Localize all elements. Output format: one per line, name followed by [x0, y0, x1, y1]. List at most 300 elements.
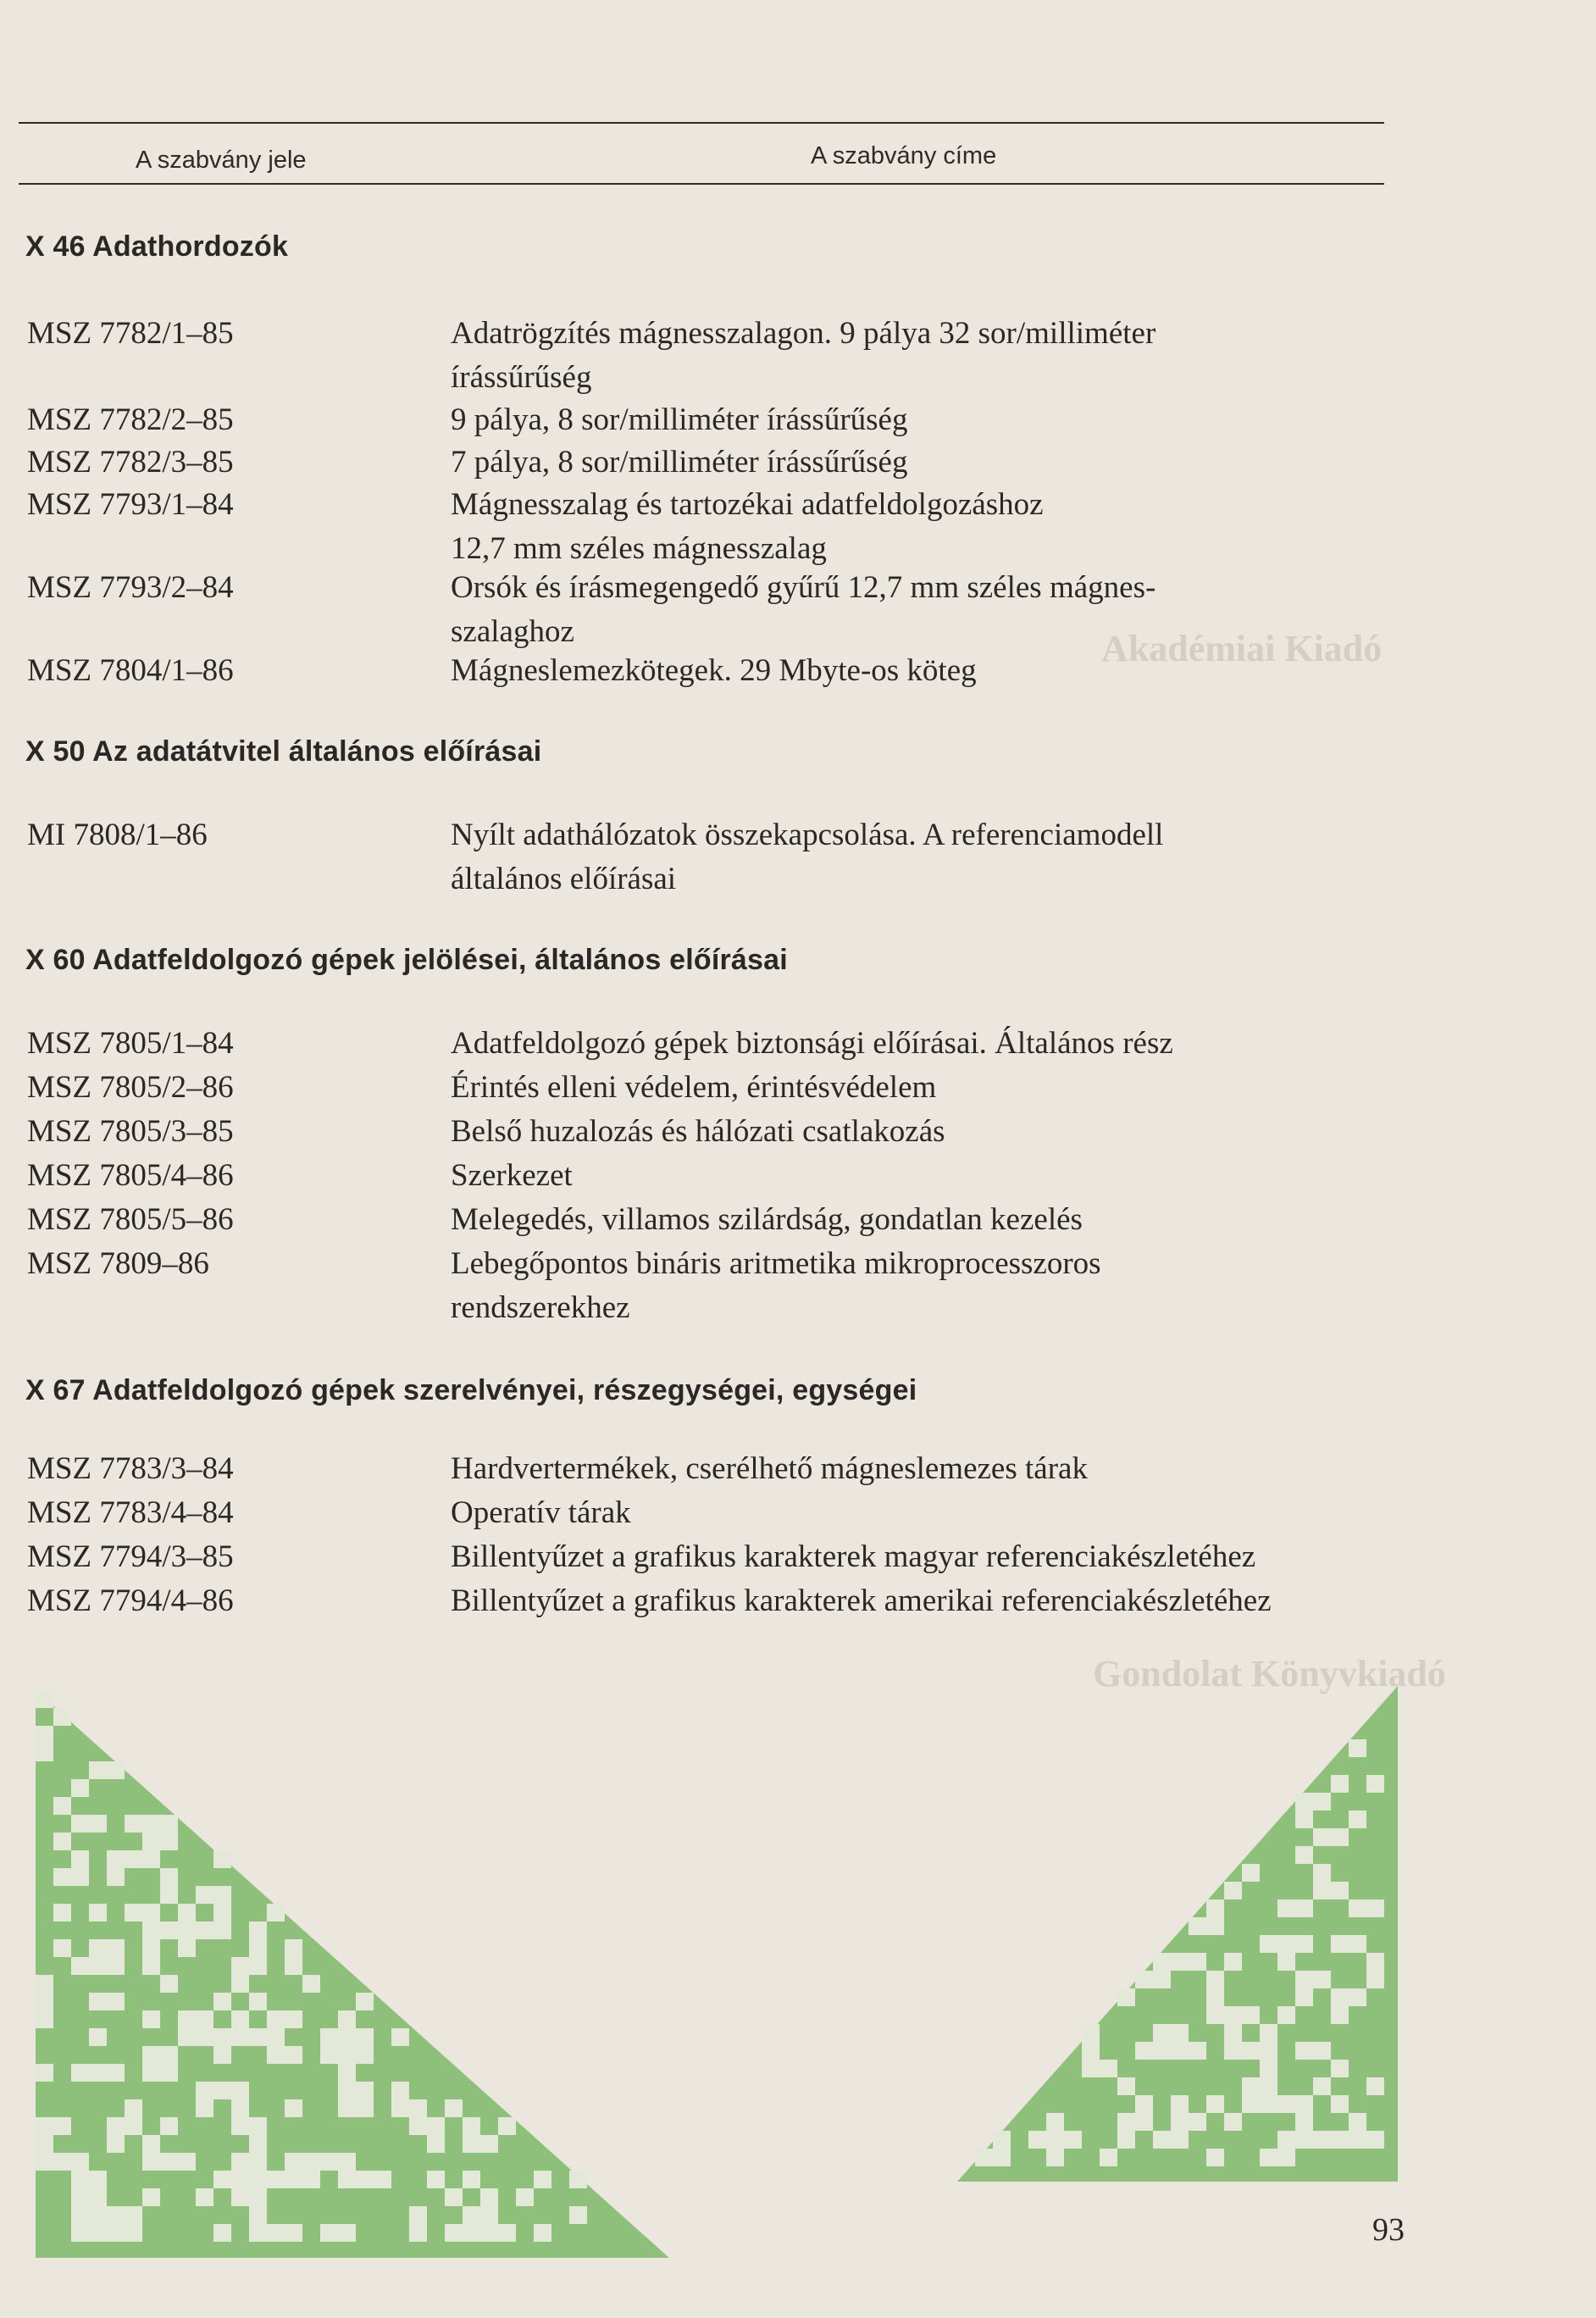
pattern-cell — [36, 1975, 53, 1993]
pattern-cell — [1295, 1935, 1313, 1953]
pattern-cell — [1260, 2077, 1277, 2095]
pattern-cell — [1277, 2095, 1295, 2113]
standard-code: MSZ 7782/3–85 — [27, 445, 234, 480]
pattern-cell — [71, 2206, 89, 2224]
pattern-cell — [142, 2064, 160, 2082]
pattern-cell — [178, 1922, 196, 1939]
pattern-cell — [1277, 1899, 1295, 1917]
pattern-cell — [89, 1815, 107, 1833]
pattern-cell — [445, 2188, 463, 2206]
pattern-cell — [53, 2117, 71, 2135]
pattern-cell — [213, 1886, 231, 1904]
pattern-cell — [409, 2117, 427, 2135]
standard-code: MSZ 7805/4–86 — [27, 1158, 234, 1193]
standard-code: MSZ 7793/1–84 — [27, 487, 234, 522]
pattern-cell — [1331, 1988, 1349, 2006]
pattern-cell — [1313, 1793, 1331, 1811]
standard-title — [451, 649, 1391, 693]
pattern-cell — [267, 1904, 285, 1922]
pattern-cell — [338, 2082, 356, 2099]
standard-code: MSZ 7793/2–84 — [27, 570, 234, 605]
pattern-cell — [142, 2046, 160, 2064]
left-pixel-triangle — [36, 1690, 669, 2258]
bleed-through-text: Akadémiai Kiadó — [1101, 628, 1383, 669]
pattern-cell — [1153, 1971, 1171, 1988]
pattern-cell — [249, 1922, 267, 1939]
pattern-cell — [356, 2171, 374, 2188]
pattern-cell — [178, 2010, 196, 2028]
pattern-cell — [125, 2099, 142, 2117]
pattern-cell — [356, 1993, 374, 2010]
pattern-cell — [89, 1904, 107, 1922]
pattern-cell — [267, 2028, 285, 2046]
pattern-cell — [89, 2171, 107, 2188]
pattern-cell — [1206, 1988, 1224, 2006]
standard-code: MSZ 7805/1–84 — [27, 1026, 234, 1061]
standard-title — [451, 441, 1391, 485]
pattern-cell — [302, 2171, 320, 2188]
pattern-cell — [1331, 1882, 1349, 1899]
pattern-cell — [569, 2171, 587, 2188]
section-title-x67: X 67 Adatfeldolgozó gépek szerelvényei, részegységei, egységei — [25, 1374, 917, 1406]
pattern-cell — [1349, 1935, 1366, 1953]
pattern-cell — [196, 2188, 213, 2206]
pattern-cell — [89, 1957, 107, 1975]
pattern-cell — [107, 2224, 125, 2242]
pattern-cell — [107, 2206, 125, 2224]
standard-code: MSZ 7805/2–86 — [27, 1070, 234, 1105]
pattern-cell — [1242, 1864, 1260, 1882]
pattern-cell — [285, 2099, 302, 2117]
section-title-x60: X 60 Adatfeldolgozó gépek jelölései, általános előírásai — [25, 944, 788, 976]
pattern-cell — [480, 2224, 498, 2242]
pattern-cell — [178, 2028, 196, 2046]
pattern-cell — [1117, 2131, 1135, 2149]
pattern-cell — [1153, 2024, 1171, 2042]
pattern-cell — [36, 2153, 53, 2171]
pattern-cell — [1117, 1988, 1135, 2006]
pattern-cell — [1313, 1828, 1331, 1846]
pattern-cell — [427, 2171, 445, 2188]
pattern-cell — [249, 2224, 267, 2242]
pattern-cell — [160, 2064, 178, 2082]
pattern-cell — [53, 1797, 71, 1815]
standard-title — [451, 813, 1391, 901]
pattern-cell — [267, 2171, 285, 2188]
pattern-cell — [391, 2028, 409, 2046]
standard-code: MSZ 7809–86 — [27, 1246, 209, 1281]
title-line: Lebegőpontos bináris aritmetika mikroprocesszoros — [451, 1246, 1101, 1281]
pattern-cell — [1260, 2060, 1277, 2077]
pattern-cell — [71, 1868, 89, 1886]
standard-title — [451, 1491, 1391, 1535]
pattern-cell — [391, 2082, 409, 2099]
pattern-cell — [427, 2135, 445, 2153]
pattern-cell — [142, 2153, 160, 2171]
column-header-title: A szabvány címe — [811, 142, 997, 169]
pattern-cell — [480, 2206, 498, 2224]
pattern-cell — [302, 2153, 320, 2171]
pattern-cell — [1171, 2024, 1189, 2042]
pattern-cell — [53, 2153, 71, 2171]
pattern-cell — [249, 2028, 267, 2046]
pattern-cell — [142, 1815, 160, 1833]
standard-title — [451, 1110, 1391, 1154]
pattern-cell — [463, 2206, 480, 2224]
standard-code: MSZ 7782/2–85 — [27, 402, 234, 437]
pattern-cell — [1189, 2042, 1206, 2060]
pattern-cell — [1295, 1988, 1313, 2006]
pattern-cell — [1331, 2131, 1349, 2149]
pattern-cell — [1295, 1846, 1313, 1864]
pattern-cell — [1135, 2113, 1153, 2131]
pattern-cell — [1100, 2149, 1117, 2166]
pattern-cell — [356, 2082, 374, 2099]
pattern-cell — [1331, 2060, 1349, 2077]
pattern-cell — [1028, 2131, 1046, 2149]
standard-title — [451, 566, 1391, 654]
standard-code: MSZ 7782/1–85 — [27, 316, 234, 351]
pattern-cell — [1082, 2060, 1100, 2077]
pattern-cell — [89, 1939, 107, 1957]
title-line: Szerkezet — [451, 1158, 573, 1193]
pattern-cell — [1135, 1971, 1153, 1988]
pattern-cell — [213, 1993, 231, 2010]
pattern-cell — [249, 2188, 267, 2206]
title-line: Adatfeldolgozó gépek biztonsági előírásai. Általános rész — [451, 1026, 1173, 1061]
pattern-cell — [53, 1708, 71, 1726]
pattern-cell — [463, 2171, 480, 2188]
pattern-cell — [53, 1833, 71, 1850]
pattern-cell — [213, 1850, 231, 1868]
pattern-cell — [142, 1957, 160, 1975]
pattern-cell — [89, 2224, 107, 2242]
title-line: Mágnesszalag és tartozékai adatfeldolgozáshoz — [451, 487, 1044, 522]
pattern-cell — [1366, 1775, 1384, 1793]
pattern-cell — [1331, 1935, 1349, 1953]
title-line: Billentyűzet a grafikus karakterek magyar referenciakészletéhez — [451, 1539, 1256, 1574]
pattern-cell — [409, 2224, 427, 2242]
pattern-cell — [975, 2149, 993, 2166]
pattern-cell — [1242, 2077, 1260, 2095]
pattern-cell — [1189, 2113, 1206, 2131]
pattern-cell — [1349, 2113, 1366, 2131]
title-line: 12,7 mm széles mágnesszalag — [451, 531, 827, 566]
pattern-cell — [196, 2010, 213, 2028]
pattern-cell — [249, 2171, 267, 2188]
pattern-cell — [1349, 1739, 1366, 1757]
pattern-cell — [1313, 2131, 1331, 2149]
standard-title — [451, 1066, 1391, 1110]
pattern-cell — [1295, 1811, 1313, 1828]
pattern-cell — [249, 2117, 267, 2135]
title-line: Hardvertermékek, cserélhető mágneslemezes tárak — [451, 1451, 1088, 1486]
pattern-cell — [569, 2206, 587, 2224]
pattern-cell — [196, 1886, 213, 1904]
pattern-cell — [463, 2117, 480, 2135]
pattern-cell — [1171, 2113, 1189, 2131]
pattern-cell — [1189, 1953, 1206, 1971]
standard-code: MSZ 7783/3–84 — [27, 1451, 234, 1486]
pattern-cell — [374, 2171, 391, 2188]
standard-code: MSZ 7783/4–84 — [27, 1495, 234, 1530]
pattern-cell — [125, 1904, 142, 1922]
pattern-cell — [1349, 2131, 1366, 2149]
pattern-cell — [1277, 2006, 1295, 2024]
pattern-cell — [89, 2188, 107, 2206]
pattern-cell — [36, 2117, 53, 2135]
pattern-cell — [1277, 2149, 1295, 2166]
pattern-cell — [1295, 2095, 1313, 2113]
pattern-cell — [160, 1833, 178, 1850]
pattern-cell — [1046, 2149, 1064, 2166]
pattern-cell — [142, 1904, 160, 1922]
pattern-cell — [1313, 1971, 1331, 1988]
pattern-cell — [1277, 1935, 1295, 1953]
pattern-cell — [231, 2099, 249, 2117]
pattern-cell — [107, 1868, 125, 1886]
pattern-cell — [1171, 2042, 1189, 2060]
pattern-cell — [1206, 1917, 1224, 1935]
pattern-cell — [463, 2224, 480, 2242]
pattern-cell — [320, 2224, 338, 2242]
pattern-cell — [178, 2153, 196, 2171]
pattern-cell — [231, 2188, 249, 2206]
standard-title — [451, 1154, 1391, 1198]
pattern-cell — [1206, 2095, 1224, 2113]
pattern-cell — [231, 2171, 249, 2188]
pattern-cell — [338, 2046, 356, 2064]
pattern-cell — [213, 1904, 231, 1922]
title-line: Operatív tárak — [451, 1495, 631, 1530]
pattern-cell — [1153, 2042, 1171, 2060]
pattern-cell — [338, 2064, 356, 2082]
pattern-cell — [338, 2153, 356, 2171]
pattern-cell — [285, 2046, 302, 2064]
pattern-cell — [338, 2028, 356, 2046]
pattern-cell — [1153, 2131, 1171, 2149]
right-pixel-triangle — [957, 1686, 1398, 2182]
pattern-cell — [498, 2224, 516, 2242]
standard-code: MSZ 7805/3–85 — [27, 1114, 234, 1149]
pattern-cell — [231, 1975, 249, 1993]
pattern-cell — [178, 1939, 196, 1957]
pattern-cell — [125, 1850, 142, 1868]
pattern-cell — [1313, 1864, 1331, 1882]
title-line: szalaghoz — [451, 614, 574, 649]
pattern-cell — [213, 2082, 231, 2099]
pattern-cell — [71, 2188, 89, 2206]
pattern-cell — [1295, 1899, 1313, 1917]
pattern-cell — [1295, 2042, 1313, 2060]
pattern-cell — [1242, 2042, 1260, 2060]
pattern-cell — [160, 2153, 178, 2171]
pattern-cell — [1242, 2006, 1260, 2024]
standard-title — [451, 1535, 1391, 1579]
pattern-cell — [1331, 2006, 1349, 2024]
pattern-cell — [71, 1779, 89, 1797]
pattern-cell — [1313, 2077, 1331, 2095]
pattern-cell — [445, 2099, 463, 2117]
pattern-cell — [356, 2028, 374, 2046]
pattern-cell — [249, 1957, 267, 1975]
standard-code: MSZ 7804/1–86 — [27, 653, 234, 688]
pattern-cell — [1260, 2095, 1277, 2113]
pattern-cell — [1260, 2042, 1277, 2060]
pattern-cell — [213, 2171, 231, 2188]
pattern-cell — [178, 1904, 196, 1922]
pattern-cell — [338, 2099, 356, 2117]
pattern-cell — [1046, 2131, 1064, 2149]
pattern-cell — [125, 2206, 142, 2224]
pattern-cell — [160, 1922, 178, 1939]
pattern-cell — [249, 2153, 267, 2171]
pattern-cell — [249, 2135, 267, 2153]
title-line: Orsók és írásmegengedő gyűrű 12,7 mm széles mágnes- — [451, 570, 1156, 605]
pattern-cell — [125, 2117, 142, 2135]
standard-title — [451, 483, 1391, 571]
pattern-cell — [249, 1993, 267, 2010]
pattern-cell — [160, 1815, 178, 1833]
standard-title — [451, 1198, 1391, 1242]
pattern-cell — [107, 2117, 125, 2135]
pattern-cell — [1082, 2042, 1100, 2060]
pattern-cell — [1295, 1793, 1313, 1811]
pattern-cell — [213, 1922, 231, 1939]
pattern-cell — [142, 2010, 160, 2028]
pattern-cell — [1366, 2131, 1384, 2149]
pattern-cell — [142, 1922, 160, 1939]
title-line: 9 pálya, 8 sor/milliméter írássűrűség — [451, 402, 908, 437]
bleed-through-text: Gondolat Könyvkiadó — [1093, 1653, 1446, 1694]
pattern-cell — [107, 1993, 125, 2010]
pattern-cell — [285, 2224, 302, 2242]
pattern-cell — [338, 2010, 356, 2028]
pattern-cell — [1046, 2113, 1064, 2131]
pattern-cell — [267, 2010, 285, 2028]
pattern-cell — [1260, 2149, 1277, 2166]
header-bottom-rule — [19, 183, 1384, 185]
pattern-cell — [1153, 1953, 1171, 1971]
pattern-cell — [1135, 2095, 1153, 2113]
page-number: 93 — [1372, 2212, 1405, 2248]
pattern-cell — [53, 1939, 71, 1957]
pattern-cell — [302, 1975, 320, 1993]
pattern-cell — [231, 2028, 249, 2046]
pattern-cell — [142, 1939, 160, 1957]
pattern-cell — [1260, 2024, 1277, 2042]
title-line: 7 pálya, 8 sor/milliméter írássűrűség — [451, 445, 908, 480]
standard-title — [451, 1242, 1391, 1330]
pattern-cell — [107, 1850, 125, 1868]
pattern-cell — [993, 2149, 1011, 2166]
pattern-cell — [231, 2117, 249, 2135]
pattern-cell — [71, 2224, 89, 2242]
pattern-cell — [36, 2010, 53, 2028]
pattern-cell — [463, 2135, 480, 2153]
standard-code: MI 7808/1–86 — [27, 818, 208, 852]
pattern-cell — [285, 1939, 302, 1957]
standard-code: MSZ 7794/4–86 — [27, 1583, 234, 1618]
pattern-cell — [231, 2153, 249, 2171]
pattern-cell — [1206, 1971, 1224, 1988]
pattern-cell — [356, 2099, 374, 2117]
pattern-cell — [231, 2010, 249, 2028]
pattern-cell — [53, 1904, 71, 1922]
pattern-cell — [125, 2224, 142, 2242]
pattern-cell — [1313, 2042, 1331, 2060]
pattern-cell — [1366, 1971, 1384, 1988]
pattern-cell — [1224, 2113, 1242, 2131]
pattern-cell — [89, 1993, 107, 2010]
pattern-cell — [1135, 2042, 1153, 2060]
pattern-cell — [320, 2046, 338, 2064]
pattern-cell — [1206, 2006, 1224, 2024]
pattern-cell — [89, 2064, 107, 2082]
pattern-cell — [107, 1761, 125, 1779]
pattern-cell — [1082, 2024, 1100, 2042]
pattern-cell — [125, 1815, 142, 1833]
pattern-cell — [1224, 2024, 1242, 2042]
pattern-cell — [196, 2082, 213, 2099]
column-header-code: A szabvány jele — [136, 147, 307, 174]
pattern-cell — [1224, 2042, 1242, 2060]
pattern-cell — [1331, 1775, 1349, 1793]
pattern-cell — [1349, 1899, 1366, 1917]
pattern-cell — [142, 1850, 160, 1868]
pattern-cell — [142, 1833, 160, 1850]
pattern-cell — [196, 2099, 213, 2117]
pattern-cell — [213, 2046, 231, 2064]
pattern-cell — [534, 2171, 551, 2188]
pattern-cell — [267, 2046, 285, 2064]
pattern-cell — [445, 2224, 463, 2242]
pattern-cell — [480, 2135, 498, 2153]
pattern-cell — [356, 2046, 374, 2064]
pattern-cell — [427, 2117, 445, 2135]
pattern-cell — [1224, 1953, 1242, 1971]
pattern-cell — [267, 2224, 285, 2242]
pattern-cell — [107, 1939, 125, 1957]
pattern-cell — [142, 2188, 160, 2206]
pattern-cell — [320, 2153, 338, 2171]
pattern-cell — [338, 2171, 356, 2188]
pattern-cell — [160, 1886, 178, 1904]
pattern-cell — [1349, 1811, 1366, 1828]
pattern-cell — [320, 2028, 338, 2046]
pattern-cell — [36, 1993, 53, 2010]
pattern-cell — [1277, 2131, 1295, 2149]
pattern-cell — [36, 1690, 53, 1708]
pattern-cell — [1295, 2131, 1313, 2149]
title-line: Billentyűzet a grafikus karakterek amerikai referenciakészletéhez — [451, 1583, 1272, 1618]
pattern-cell — [53, 1868, 71, 1886]
title-line: Mágneslemezkötegek. 29 Mbyte-os köteg — [451, 653, 977, 688]
title-line: Belső huzalozás és hálózati csatlakozás — [451, 1114, 945, 1149]
pattern-cell — [36, 2064, 53, 2082]
pattern-cell — [213, 2028, 231, 2046]
pattern-cell — [71, 1815, 89, 1833]
pattern-cell — [1260, 1935, 1277, 1953]
pattern-cell — [1349, 1988, 1366, 2006]
pattern-cell — [89, 2206, 107, 2224]
pattern-cell — [213, 2224, 231, 2242]
pattern-cell — [231, 1957, 249, 1975]
pattern-cell — [1242, 2095, 1260, 2113]
pattern-cell — [1295, 2113, 1313, 2131]
pattern-cell — [142, 2135, 160, 2153]
pattern-cell — [480, 2188, 498, 2206]
